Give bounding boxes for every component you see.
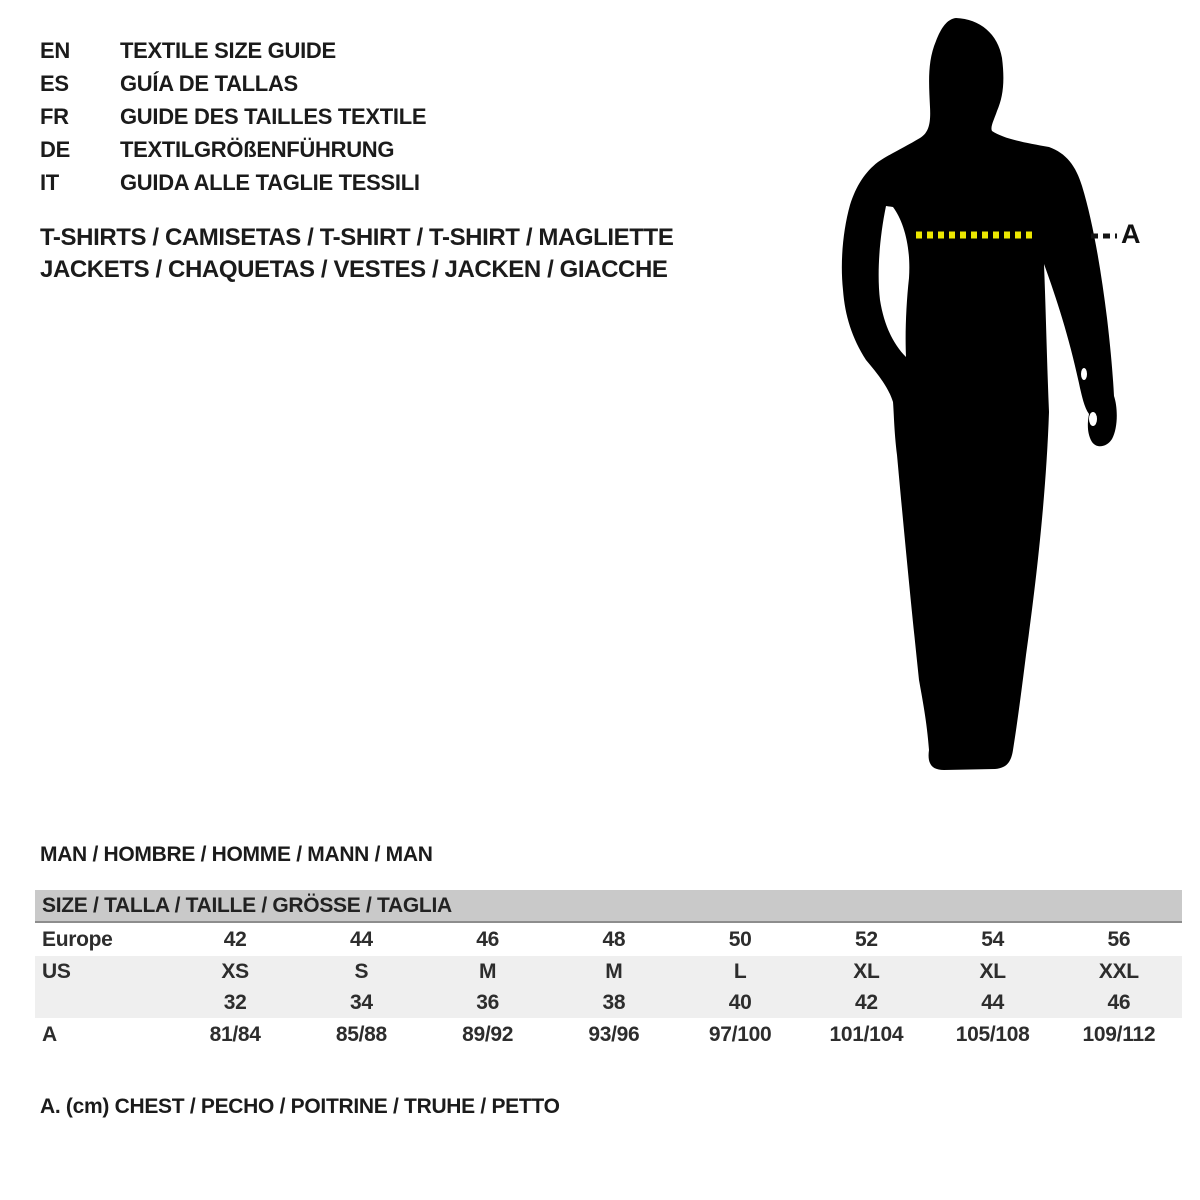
language-code: ES — [40, 70, 69, 96]
size-cell: 97/100 — [708, 1022, 772, 1046]
man-silhouette-body — [842, 18, 1117, 770]
language-title-list — [40, 34, 426, 199]
size-cell: 50 — [728, 927, 752, 951]
size-cell: 38 — [602, 990, 626, 1014]
language-code: DE — [40, 136, 70, 162]
wrist-notch — [1081, 368, 1087, 380]
language-row — [40, 133, 426, 166]
category-line-jackets: JACKETS / CHAQUETAS / VESTES / JACKEN / GIACCHE — [40, 256, 668, 283]
table-row-europe — [35, 923, 1182, 956]
size-cell: 52 — [854, 927, 878, 951]
size-cell: 101/104 — [829, 1022, 904, 1046]
category-line-tshirts: T-SHIRTS / CAMISETAS / T-SHIRT / T-SHIRT / MAGLIETTE — [40, 224, 674, 251]
size-table-header: SIZE / TALLA / TAILLE / GRÖSSE / TAGLIA — [35, 890, 1182, 923]
language-row — [40, 34, 426, 67]
man-silhouette — [820, 10, 1140, 780]
size-cell: 46 — [1107, 990, 1131, 1014]
size-cell: M — [479, 959, 497, 983]
size-cell: 81/84 — [209, 1022, 261, 1046]
size-table — [35, 890, 1182, 1051]
size-cell: 93/96 — [588, 1022, 640, 1046]
language-code: IT — [40, 169, 59, 195]
size-cell: 34 — [349, 990, 373, 1014]
size-cell: M — [605, 959, 623, 983]
size-cell: 42 — [223, 927, 247, 951]
size-cell: 46 — [476, 927, 499, 951]
size-cell: 32 — [223, 990, 247, 1014]
size-cell: XL — [979, 959, 1006, 983]
language-row — [40, 67, 426, 100]
language-code: FR — [40, 103, 69, 129]
language-row — [40, 166, 426, 199]
size-cell: S — [354, 959, 369, 983]
size-cell: 85/88 — [335, 1022, 387, 1046]
size-cell: 89/92 — [462, 1022, 514, 1046]
table-row-numeric — [35, 987, 1182, 1018]
size-cell: L — [733, 959, 747, 983]
size-cell: 54 — [981, 927, 1004, 951]
language-code: EN — [40, 37, 70, 63]
size-cell: 109/112 — [1082, 1022, 1156, 1046]
row-label: A — [42, 1022, 57, 1046]
measurement-legend: A. (cm) CHEST / PECHO / POITRINE / TRUHE / PETTO — [40, 1095, 560, 1118]
size-cell: 42 — [854, 990, 878, 1014]
thumb-gap — [1089, 412, 1097, 426]
size-cell: 44 — [981, 990, 1004, 1014]
row-label: US — [42, 959, 71, 983]
row-label: Europe — [42, 927, 113, 951]
size-cell: 48 — [602, 927, 626, 951]
measure-label-a: A — [1121, 219, 1141, 249]
size-cell: 56 — [1107, 927, 1131, 951]
language-title: TEXTILGRÖßENFÜHRUNG — [120, 136, 395, 162]
size-cell: 40 — [728, 990, 752, 1014]
size-cell: XL — [853, 959, 880, 983]
size-cell: XXL — [1098, 959, 1139, 983]
category-heading — [40, 222, 673, 286]
table-row-us — [35, 956, 1182, 987]
language-row — [40, 100, 426, 133]
section-heading: MAN / HOMBRE / HOMME / MANN / MAN — [40, 843, 433, 866]
size-cell: XS — [221, 959, 249, 983]
language-title: GUIDE DES TAILLES TEXTILE — [120, 103, 427, 129]
language-title: GUIDA ALLE TAGLIE TESSILI — [120, 169, 420, 195]
language-title: TEXTILE SIZE GUIDE — [120, 37, 336, 63]
size-cell: 105/108 — [955, 1022, 1030, 1046]
language-title: GUÍA DE TALLAS — [120, 70, 298, 96]
table-row-chest — [35, 1018, 1182, 1051]
size-cell: 36 — [476, 990, 499, 1014]
size-cell: 44 — [349, 927, 373, 951]
